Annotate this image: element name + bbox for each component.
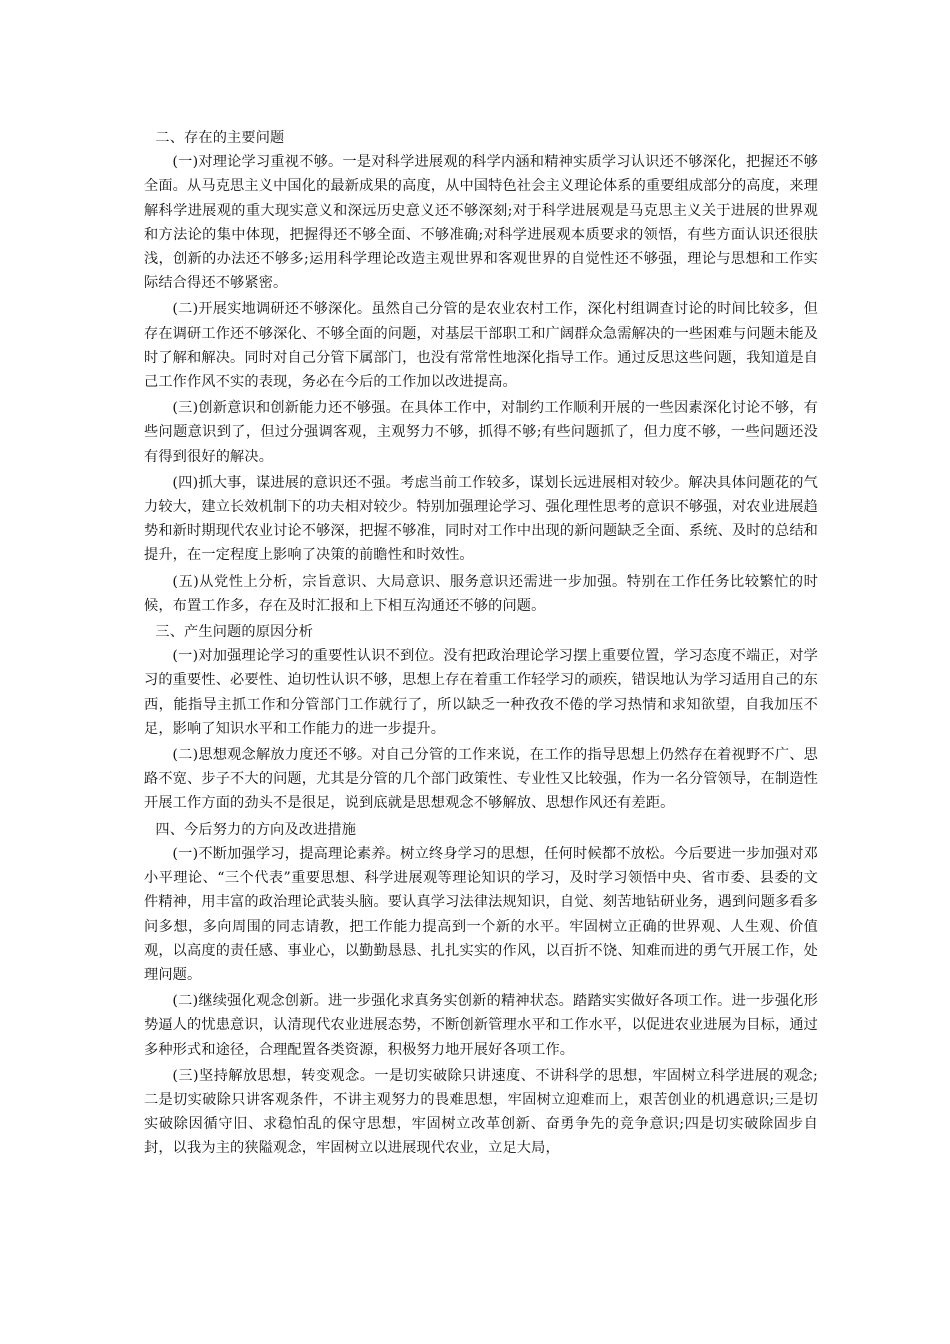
section-heading: 二、存在的主要问题 [155, 130, 285, 146]
section-heading: 四、今后努力的方向及改进措施 [155, 821, 357, 838]
paragraph: (二)思想观念解放力度还不够。对自己分管的工作来说，在工作的指导思想上仍然存在着视野不广、思路不宽、步子不大的问题，尤其是分管的几个部门政策性、专业性又比较强，作为一名分管领导，在制造性开展工作方面的劲头不是很足，说到底就是思想观念不够解放、思想作风还有差距。 [144, 747, 818, 812]
section-heading: 三、产生问题的原因分析 [155, 624, 314, 641]
paragraph: (三)坚持解放思想，转变观念。一是切实破除只讲速度、不讲科学的思想，牢固树立科学进展的观念;二是切实破除只讲客观条件，不讲主观努力的畏难思想，牢固树立迎难而上，艰苦创业的机遇意识;三是切实破除因循守旧、求稳怕乱的保守思想，牢固树立改革创新、奋勇争先的竞争意识;四是切实破除固步自封，以我为主的狭隘观念，牢固树立以进展现代农业，立足大局， [144, 1067, 818, 1157]
paragraph: (一)对加强理论学习的重要性认识不到位。没有把政治理论学习摆上重要位置，学习态度不端正，对学习的重要性、必要性、迫切性认识不够，思想上存在着重工作轻学习的顽疾，错误地认为学习适用自己的东西，能指导主抓工作和分管部门工作就行了，所以缺乏一种孜孜不倦的学习热情和求知欲望，自我加压不足，影响了知识水平和工作能力的进一步提升。 [144, 648, 818, 737]
paragraph: (一)不断加强学习，提高理论素养。树立终身学习的思想，任何时候都不放松。今后要进一步加强对邓小平理论、“三个代表”重要思想、科学进展观等理论知识的学习，及时学习领悟中央、省市委、县委的文件精神，用丰富的政治理论武装头脑。要认真学习法律法规知识，自觉、刻苦地钻研业务，遇到问题多看多问多想，多向周围的同志请教，把工作能力提高到一个新的水平。牢固树立正确的世界观、人生观、价值观，以高度的责任感、事业心，以勤勤恳恳、扎扎实实的作风，以百折不饶、知难而进的勇气开展工作，处理问题。 [144, 845, 818, 983]
paragraph: (五)从党性上分析，宗旨意识、大局意识、服务意识还需进一步加强。特别在工作任务比较繁忙的时候，布置工作多，存在及时汇报和上下相互沟通还不够的问题。 [144, 573, 818, 614]
paragraph: (二)开展实地调研还不够深化。虽然自己分管的是农业农村工作，深化村组调查讨论的时间比较多，但存在调研工作还不够深化、不够全面的问题，对基层干部职工和广阔群众急需解决的一些困难与问题未能及时了解和解决。同时对自己分管下属部门，也没有常常性地深化指导工作。通过反思这些问题，我知道是自己工作作风不实的表现，务必在今后的工作加以改进提高。 [144, 301, 818, 391]
paragraph: (二)继续强化观念创新。进一步强化求真务实创新的精神状态。踏踏实实做好各项工作。进一步强化形势逼人的忧患意识，认清现代农业进展态势，不断创新管理水平和工作水平，以促进农业进展为目标，通过多种形式和途径，合理配置各类资源，积极努力地开展好各项工作。 [144, 993, 818, 1058]
paragraph: (一)对理论学习重视不够。一是对科学进展观的科学内涵和精神实质学习认识还不够深化，把握还不够全面。从马克思主义中国化的最新成果的高度，从中国特色社会主义理论体系的重要组成部分的高度，来理解科学进展观的重大现实意义和深远历史意义还不够深刻;对于科学进展观是马克思主义关于进展的世界观和方法论的集中体现，把握得还不够全面、不够准确;对科学进展观本质要求的领悟，有些方面认识还很肤浅，创新的办法还不够多;运用科学理论改造主观世界和客观世界的自觉性还不够强，理论与思想和工作实际结合得还不够紧密。 [144, 154, 818, 292]
paragraph: (三)创新意识和创新能力还不够强。在具体工作中，对制约工作顺利开展的一些因素深化讨论不够，有些问题意识到了，但过分强调客观，主观努力不够，抓得不够;有些问题抓了，但力度不够，一些问题还没有得到很好的解决。 [144, 400, 818, 465]
document-body [144, 126, 818, 1161]
paragraph: (四)抓大事，谋进展的意识还不强。考虑当前工作较多，谋划长远进展相对较少。解决具体问题花的气力较大，建立长效机制下的功夫相对较少。特别加强理论学习、强化理性思考的意识不够强，对农业进展趋势和新时期现代农业讨论不够深，把握不够准，同时对工作中出现的新问题缺乏全面、系统、及时的总结和提升，在一定程度上影响了决策的前瞻性和时效性。 [144, 474, 818, 564]
